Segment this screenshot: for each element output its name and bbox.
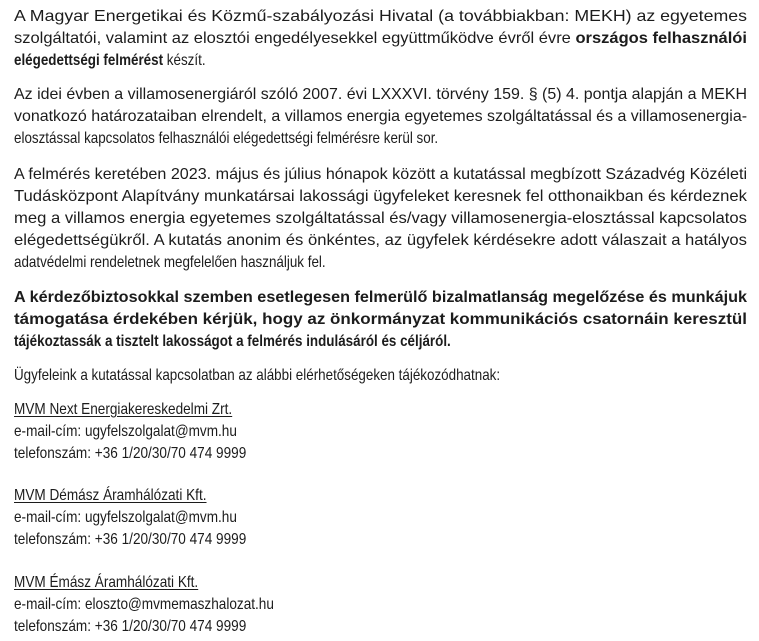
text-line: Az idei évben a villamosenergiáról szóló 2007. évi LXXXVI. törvény 159. § (5) 4. pontja alapján a MEKH xyxy=(14,86,748,103)
text-line: adatvédelmi rendeletnek megfelelően használjuk fel. xyxy=(14,254,326,271)
email-address[interactable]: ugyfelszolgalat@mvm.hu xyxy=(84,423,237,440)
company-name: MVM Next Energiakereskedelmi Zrt. xyxy=(14,401,233,418)
phone-number: +36 1/20/30/70 474 9999 xyxy=(94,531,247,548)
email-label: e-mail-cím: xyxy=(14,423,85,440)
text-line: elégedettségükről. A kutatás anonim és önkéntes, az ügyfelek kérdésekre adott válaszait a hatályos xyxy=(14,232,747,249)
text-line: tájékoztassák a tisztelt lakosságot a felmérés indulásáról és céljáról. xyxy=(14,333,451,350)
bold-emphasis: elégedettségi felmérést xyxy=(14,52,164,69)
text-line: Ügyfeleink a kutatással kapcsolatban az alábbi elérhetőségeken tájékozódhatnak: xyxy=(14,367,501,384)
text-line: elosztással kapcsolatos felhasználói elégedettségi felmérésre kerül sor. xyxy=(14,130,439,147)
company-name: MVM Émász Áramhálózati Kft. xyxy=(14,574,199,591)
contacts-intro-paragraph xyxy=(14,365,747,387)
email-address[interactable]: eloszto@mvmemaszhalozat.hu xyxy=(84,596,274,613)
email-label: e-mail-cím: xyxy=(14,596,85,613)
text-line: vonatkozó határozataiban elrendelt, a villamos energia egyetemes szolgáltatással és a villamosenergia- xyxy=(14,108,748,125)
phone-number: +36 1/20/30/70 474 9999 xyxy=(94,445,247,462)
text-line: A Magyar Energetikai és Közmű-szabályozási Hivatal (a továbbiakban: MEKH) az egyetemes xyxy=(14,8,747,25)
phone-label: telefonszám: xyxy=(14,618,95,635)
text-line xyxy=(14,28,759,50)
email-address[interactable]: ugyfelszolgalat@mvm.hu xyxy=(84,509,237,526)
phone-label: telefonszám: xyxy=(14,531,95,548)
text-line: meg a villamos energia egyetemes szolgáltatással és/vagy villamosenergia-elosztással kapcsolatos xyxy=(14,210,747,227)
phone-line xyxy=(14,443,246,465)
legal-basis-paragraph xyxy=(14,84,747,150)
text-line: A kérdezőbiztosokkal szemben esetlegesen felmerülő bizalmatlanság megelőzése és munkájuk xyxy=(14,289,747,306)
phone-label: telefonszám: xyxy=(14,445,95,462)
contact-block-mvm-demasz xyxy=(14,485,284,551)
email-label: e-mail-cím: xyxy=(14,509,85,526)
contact-block-mvm-emasz xyxy=(14,572,316,638)
bold-emphasis: országos felhasználói xyxy=(575,30,747,47)
email-line xyxy=(14,594,274,616)
contact-block-mvm-next xyxy=(14,399,284,465)
intro-paragraph xyxy=(14,6,747,72)
request-paragraph xyxy=(14,287,747,353)
text-segment: készít. xyxy=(163,52,206,69)
text-line: A felmérés keretében 2023. május és július hónapok között a kutatással megbízott Századvég Közéleti xyxy=(14,166,748,183)
company-name: MVM Démász Áramhálózati Kft. xyxy=(14,487,207,504)
email-line xyxy=(14,507,246,529)
text-line: támogatása érdekében kérjük, hogy az önkormányzat kommunikációs csatornáin keresztül xyxy=(14,311,747,328)
email-line xyxy=(14,421,246,443)
text-segment: szolgáltatói, valamint az elosztói engedélyesekkel együttműködve évről évre xyxy=(14,30,576,47)
text-line: Tudásközpont Alapítvány munkatársai lakossági ügyfeleket keresnek fel otthonaikban és kérdeznek xyxy=(14,188,747,205)
text-line xyxy=(14,50,644,72)
phone-number: +36 1/20/30/70 474 9999 xyxy=(94,618,247,635)
phone-line xyxy=(14,616,274,638)
survey-details-paragraph xyxy=(14,164,747,274)
phone-line xyxy=(14,529,246,551)
